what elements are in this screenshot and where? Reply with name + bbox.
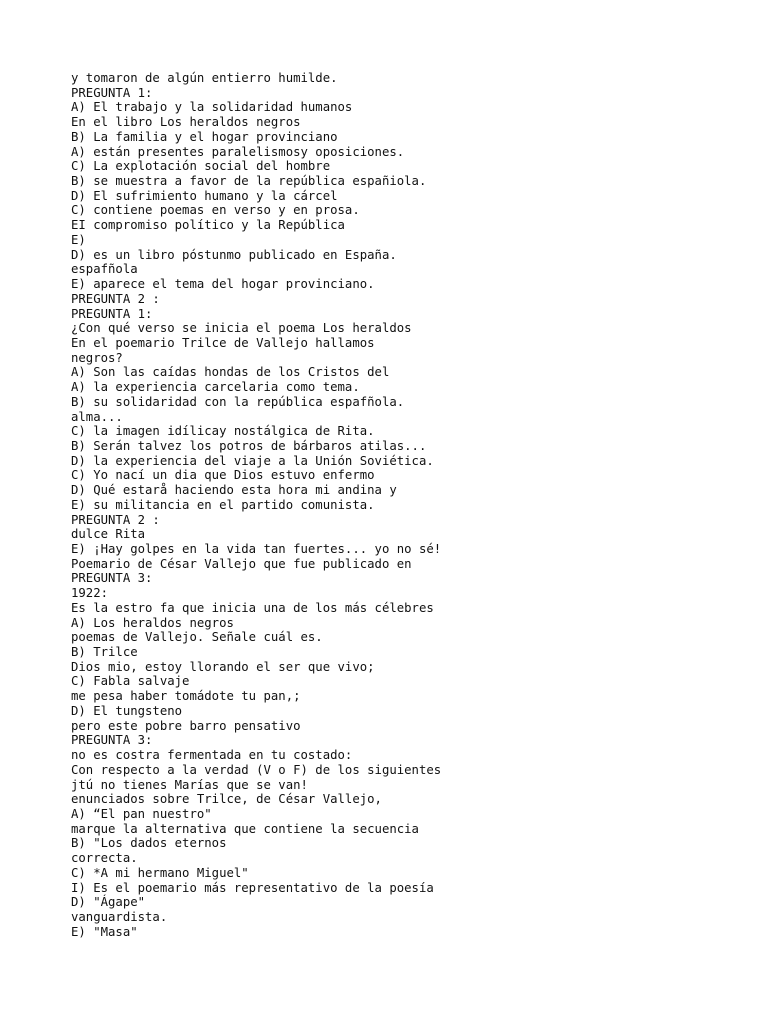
text-line: me pesa haber tomádote tu pan,;: [71, 689, 301, 704]
text-line: enunciados sobre Trilce, de César Vallejo,: [71, 792, 382, 807]
text-line: Dios mio, estoy llorando el ser que vivo;: [71, 659, 375, 674]
text-line: B) se muestra a favor de la república españiola.: [71, 174, 427, 189]
text-line: E): [71, 232, 86, 247]
document-text: [71, 71, 761, 939]
text-line: En el libro Los heraldos negros: [71, 115, 301, 130]
text-line: A) “El pan nuestro": [71, 806, 212, 821]
text-line: Es la estro fa que inicia una de los más célebres: [71, 600, 434, 615]
text-line: C) Yo nací un dia que Dios estuvo enfermo: [71, 468, 375, 483]
text-line: dulce Rita: [71, 527, 146, 542]
text-line: no es costra fermentada en tu costado:: [71, 748, 353, 763]
text-line: D) El sufrimiento humano y la cárcel: [71, 188, 338, 203]
text-line: A) están presentes paralelismosy oposiciones.: [71, 144, 405, 159]
text-line: EI compromiso político y la República: [71, 218, 345, 233]
text-line: En el poemario Trilce de Vallejo hallamos: [71, 335, 375, 350]
text-line: Con respecto a la verdad (V o F) de los siguientes: [71, 762, 442, 777]
text-line: A) Son las caídas hondas de los Cristos del: [71, 365, 390, 380]
text-line: E) su militancia en el partido comunista.: [71, 497, 375, 512]
text-line: PREGUNTA 3:: [71, 571, 153, 586]
text-line: vanguardista.: [71, 909, 168, 924]
text-line: Poemario de César Vallejo que fue publicado en: [71, 556, 412, 571]
text-line: PREGUNTA 1:: [71, 85, 153, 100]
text-line: D) El tungsteno: [71, 703, 183, 718]
text-line: B) Serán talvez los potros de bárbaros atilas...: [71, 438, 427, 453]
text-line: A) El trabajo y la solidaridad humanos: [71, 100, 353, 115]
text-line: C) la imagen idílicay nostálgica de Rita.: [71, 424, 375, 439]
text-line: C) Fabla salvaje: [71, 674, 190, 689]
text-line: ¿Con qué verso se inicia el poema Los heraldos: [71, 321, 412, 336]
text-line: B) su solidaridad con la república espafñola.: [71, 394, 405, 409]
text-line: pero este pobre barro pensativo: [71, 718, 301, 733]
text-line: D) Qué estarå haciendo esta hora mi andina y: [71, 483, 397, 498]
text-line: PREGUNTA 3:: [71, 733, 153, 748]
text-line: espafñola: [71, 262, 138, 277]
text-line: A) Los heraldos negros: [71, 615, 234, 630]
text-line: A) la experiencia carcelaria como tema.: [71, 380, 360, 395]
text-line: PREGUNTA 1:: [71, 306, 153, 321]
text-line: C) La explotación social del hombre: [71, 159, 331, 174]
text-line: D) "Ágape": [71, 895, 146, 910]
text-line: 1922:: [71, 586, 109, 601]
text-line: jtú no tienes Marías que se van!: [71, 777, 308, 792]
text-line: D) la experiencia del viaje a la Unión Soviética.: [71, 453, 434, 468]
text-line: PREGUNTA 2 :: [71, 512, 160, 527]
text-line: E) ¡Hay golpes en la vida tan fuertes... yo no sé!: [71, 542, 442, 556]
text-line: correcta.: [71, 851, 138, 866]
text-line: E) "Masa": [71, 924, 138, 939]
text-line: B) Trilce: [71, 645, 138, 660]
text-line: C) contiene poemas en verso y en prosa.: [71, 203, 360, 218]
text-line: alma...: [71, 409, 123, 424]
text-line: D) es un libro póstunmo publicado en España.: [71, 247, 397, 262]
text-line: marque la alternativa que contiene la secuencia: [71, 821, 419, 836]
text-line: E) aparece el tema del hogar provinciano.: [71, 277, 375, 292]
text-line: C) *A mi hermano Miguel": [71, 865, 249, 880]
text-line: I) Es el poemario más representativo de la poesía: [71, 880, 434, 895]
text-line: poemas de Vallejo. Señale cuál es.: [71, 630, 323, 645]
text-line: B) "Los dados eternos: [71, 836, 227, 851]
text-line: PREGUNTA 2 :: [71, 291, 160, 306]
text-line: B) La familia y el hogar provinciano: [71, 129, 338, 144]
text-line: y tomaron de algún entierro humilde.: [71, 71, 338, 85]
text-line: negros?: [71, 350, 123, 365]
